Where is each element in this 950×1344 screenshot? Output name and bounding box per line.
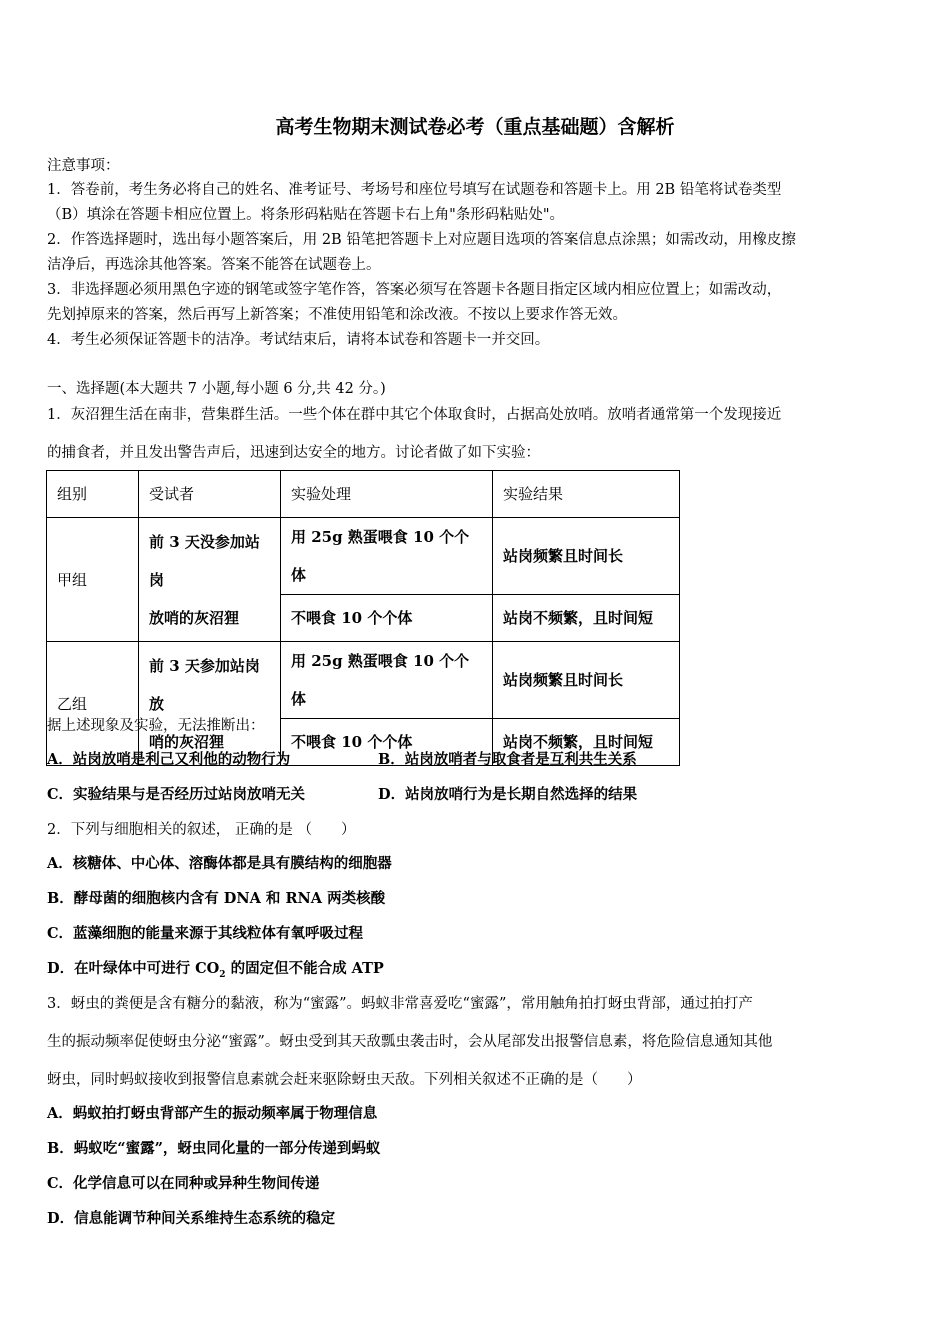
- q3-option-c: C．化学信息可以在同种或异种生物间传递: [47, 1175, 320, 1192]
- note-2-cont: 洁净后，再选涂其他答案。答案不能答在试题卷上。: [47, 257, 381, 273]
- header-group: 组别: [47, 471, 139, 518]
- treatment-cell: 用 25g 熟蛋喂食 10 个个体: [281, 518, 493, 595]
- note-3: 3．非选择题必须用黑色字迹的钢笔或签字笔作答，答案必须写在答题卡各题目指定区域内相应位置上；如需改动，: [47, 282, 782, 298]
- q1-option-b: B．站岗放哨者与取食者是互利共生关系: [378, 751, 637, 768]
- q3-stem-line3: 蚜虫，同时蚂蚁接收到报警信息素就会赶来驱除蚜虫天敌。下列相关叙述不正确的是（ ）: [47, 1072, 642, 1088]
- result-cell: 站岗不频繁，且时间短: [493, 595, 680, 642]
- subject-jia: [139, 518, 281, 642]
- subject-yi-line1: 前 3 天参加站岗放: [149, 656, 260, 713]
- result-cell: 站岗频繁且时间长: [493, 642, 680, 719]
- q1-option-a: A．站岗放哨是利己又利他的动物行为: [47, 751, 291, 768]
- notes-heading: 注意事项：: [47, 158, 120, 174]
- treatment-cell: 不喂食 10 个个体: [281, 719, 493, 766]
- result-cell: 站岗频繁且时间长: [493, 518, 680, 595]
- group-name-yi: 乙组: [47, 642, 139, 766]
- q2-option-d-sub: 2: [219, 969, 226, 980]
- note-3-cont: 先划掉原来的答案，然后再写上新答案；不准使用铅笔和涂改液。不按以上要求作答无效。: [47, 307, 627, 323]
- table-row: [47, 642, 680, 719]
- q1-stem-line1: 1．灰沼狸生活在南非，营集群生活。一些个体在群中其它个体取食时，占据高处放哨。放哨者通常第一个发现接近: [47, 407, 782, 423]
- q2-stem: 2．下列与细胞相关的叙述， 正确的是 （ ）: [47, 822, 356, 838]
- section-heading: 一、选择题(本大题共 7 小题,每小题 6 分,共 42 分。): [47, 381, 386, 397]
- q1-stem-line2: 的捕食者，并且发出警告声后，迅速到达安全的地方。讨论者做了如下实验：: [47, 445, 540, 461]
- header-subject: 受试者: [139, 471, 281, 518]
- table-row: [47, 518, 680, 595]
- q1-option-d: D．站岗放哨行为是长期自然选择的结果: [378, 786, 638, 803]
- q2-option-d-post: 的固定但不能合成 ATP: [225, 960, 384, 977]
- q2-option-b: B．酵母菌的细胞核内含有 DNA 和 RNA 两类核酸: [47, 890, 386, 907]
- note-2: 2．作答选择题时，选出每小题答案后，用 2B 铅笔把答题卡上对应题目选项的答案信息点涂黑；如需改动，用橡皮擦: [47, 232, 796, 248]
- q1-option-c: C．实验结果与是否经历过站岗放哨无关: [47, 786, 306, 803]
- q1-after-table: 据上述现象及实验，无法推断出：: [47, 718, 265, 734]
- header-treatment: 实验处理: [281, 471, 493, 518]
- q2-option-d-pre: D．在叶绿体中可进行 CO: [47, 960, 220, 977]
- q3-option-a: A．蚂蚁拍打蚜虫背部产生的振动频率属于物理信息: [47, 1105, 378, 1122]
- note-1: 1．答卷前，考生务必将自己的姓名、准考证号、考场号和座位号填写在试题卷和答题卡上。用 2B 铅笔将试卷类型: [47, 182, 782, 198]
- q2-option-a: A．核糖体、中心体、溶酶体都是具有膜结构的细胞器: [47, 855, 392, 872]
- page-title: 高考生物期末测试卷必考（重点基础题）含解析: [275, 116, 675, 138]
- q2-option-d: [47, 957, 384, 980]
- q2-option-c: C．蓝藻细胞的能量来源于其线粒体有氧呼吸过程: [47, 925, 364, 942]
- subject-jia-line1: 前 3 天没参加站岗: [149, 532, 260, 589]
- group-name-jia: 甲组: [47, 518, 139, 642]
- q3-option-d: D．信息能调节种间关系维持生态系统的稳定: [47, 1210, 336, 1227]
- treatment-cell: 用 25g 熟蛋喂食 10 个个体: [281, 642, 493, 719]
- note-1-cont: （B）填涂在答题卡相应位置上。将条形码粘贴在答题卡右上角"条形码粘贴处"。: [47, 207, 564, 223]
- table-header-row: [47, 471, 680, 518]
- treatment-cell: 不喂食 10 个个体: [281, 595, 493, 642]
- q3-option-b: B．蚂蚁吃“蜜露”，蚜虫同化量的一部分传递到蚂蚁: [47, 1140, 381, 1157]
- q3-stem-line2: 生的振动频率促使蚜虫分泌“蜜露”。蚜虫受到其天敌瓢虫袭击时，会从尾部发出报警信息素，将危险信息通知其他: [47, 1034, 773, 1050]
- result-cell: 站岗不频繁，且时间短: [493, 719, 680, 766]
- subject-yi-line2: 哨的灰沼狸: [149, 732, 225, 751]
- note-4: 4．考生必须保证答题卡的洁净。考试结束后，请将本试卷和答题卡一并交回。: [47, 332, 550, 348]
- q3-stem-line1: 3．蚜虫的粪便是含有糖分的黏液，称为“蜜露”。蚂蚁非常喜爱吃“蜜露”，常用触角拍打蚜虫背部，通过拍打产: [47, 996, 753, 1012]
- subject-yi: [139, 642, 281, 766]
- header-result: 实验结果: [493, 471, 680, 518]
- subject-jia-line2: 放哨的灰沼狸: [149, 608, 240, 627]
